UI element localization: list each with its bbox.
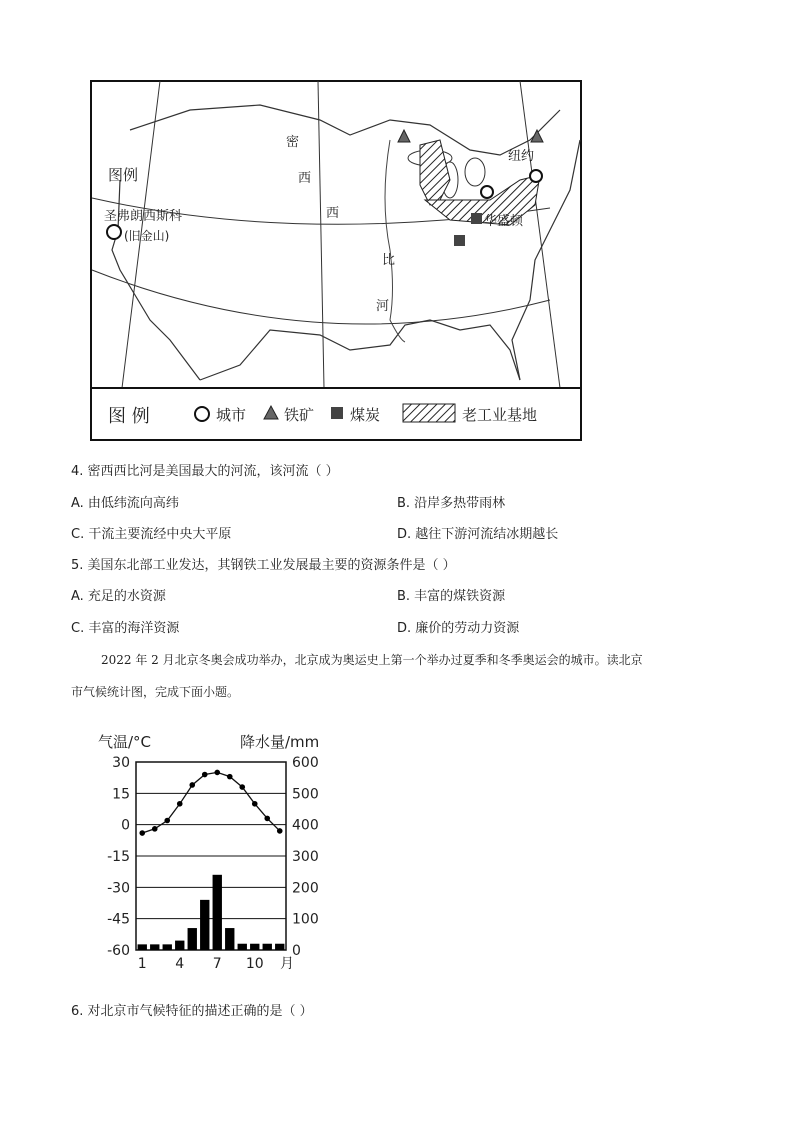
temp-tick-label: -15 — [107, 849, 130, 865]
temp-tick-label: 0 — [121, 817, 130, 834]
passage-line-1: 2022 年 2 月北京冬奥会成功举办，北京成为奥运史上第一个举办过夏季和冬季奥运会的城市。读北京 — [101, 653, 643, 667]
river-label: 西 — [326, 206, 340, 221]
x-unit-label: 月 — [280, 956, 294, 972]
temperature-point — [152, 826, 158, 832]
legend-old-base-label: 老工业基地 — [462, 406, 538, 424]
temperature-point — [164, 818, 170, 824]
question-4-stem: 4. 密西西比河是美国最大的河流，该河流（ ） — [71, 464, 339, 479]
sf-alt-label: (旧金山) — [124, 229, 170, 243]
right-axis-title: 降水量/mm — [240, 733, 320, 751]
legend-coal-label: 煤炭 — [350, 406, 381, 424]
city-dc-icon — [481, 186, 493, 198]
precip-bar — [213, 875, 222, 950]
coal-icon — [454, 235, 465, 246]
precip-bar — [275, 944, 284, 950]
temperature-point — [189, 782, 195, 788]
temperature-point — [252, 801, 258, 807]
coal-icon — [471, 213, 482, 224]
temperature-point — [177, 801, 183, 807]
precip-bar — [225, 928, 234, 950]
temp-tick-label: -45 — [107, 911, 130, 928]
precip-bar — [138, 944, 147, 950]
month-tick-label: 7 — [212, 956, 222, 972]
precip-tick-label: 400 — [292, 817, 319, 834]
city-new-york-icon — [530, 170, 542, 182]
temperature-point — [202, 772, 208, 778]
legend-old-base-icon — [403, 404, 455, 422]
question-5-option-d[interactable]: D. 廉价的劳动力资源 — [397, 621, 520, 636]
beijing-climate-chart — [90, 728, 340, 983]
temperature-point — [264, 816, 270, 822]
inset-legend-label: 图例 — [108, 166, 139, 184]
river-label: 河 — [376, 299, 390, 314]
legend-iron-label: 铁矿 — [284, 406, 315, 424]
precip-tick-label: 100 — [292, 911, 319, 928]
precip-tick-label: 300 — [292, 849, 319, 865]
temperature-point — [277, 828, 283, 834]
new-york-label: 纽约 — [508, 149, 535, 164]
temp-tick-label: 15 — [112, 786, 130, 803]
legend-city-icon — [195, 407, 209, 421]
left-axis-title: 气温/°C — [98, 733, 152, 751]
temperature-point — [214, 770, 220, 776]
question-4-option-c[interactable]: C. 干流主要流经中央大平原 — [71, 527, 232, 542]
river-label: 西 — [298, 171, 312, 186]
temperature-point — [227, 774, 233, 780]
legend-city-label: 城市 — [216, 406, 247, 424]
month-tick-label: 4 — [175, 956, 185, 972]
sf-label: 圣弗朗西斯科 — [104, 209, 183, 224]
precip-tick-label: 500 — [292, 786, 319, 803]
precip-bar — [263, 944, 272, 950]
usa-industry-map — [90, 80, 583, 442]
temperature-point — [139, 830, 145, 836]
river-label: 比 — [382, 253, 396, 268]
temperature-curve — [142, 772, 279, 833]
question-5-stem: 5. 美国东北部工业发达，其钢铁工业发展最主要的资源条件是（ ） — [71, 558, 456, 573]
precip-bar — [238, 944, 247, 950]
precip-bar — [163, 944, 172, 950]
precip-bar — [200, 900, 209, 950]
question-4-option-a[interactable]: A. 由低纬流向高纬 — [71, 496, 179, 511]
temp-tick-label: -60 — [107, 943, 130, 959]
temp-tick-label: -30 — [107, 880, 130, 897]
lake-huron — [465, 158, 485, 186]
precip-tick-label: 0 — [292, 943, 301, 959]
question-4-option-b[interactable]: B. 沿岸多热带雨林 — [397, 496, 506, 511]
legend-title: 图 例 — [108, 406, 150, 427]
dc-label: 华盛顿 — [484, 214, 524, 229]
legend-coal-icon — [331, 407, 343, 419]
precip-bar — [188, 928, 197, 950]
month-tick-label: 10 — [245, 956, 264, 972]
precip-bar — [175, 941, 184, 950]
passage-line-2: 市气候统计图，完成下面小题。 — [71, 685, 240, 699]
temperature-point — [239, 784, 245, 790]
precip-tick-label: 600 — [292, 755, 319, 771]
question-4-option-d[interactable]: D. 越往下游河流结冰期越长 — [397, 527, 559, 542]
question-5-option-a[interactable]: A. 充足的水资源 — [71, 589, 166, 604]
city-san-francisco-icon — [107, 225, 121, 239]
precip-bar — [150, 944, 159, 950]
precip-bar — [250, 944, 259, 950]
question-6-stem: 6. 对北京市气候特征的描述正确的是（ ） — [71, 1004, 313, 1019]
question-5-option-c[interactable]: C. 丰富的海洋资源 — [71, 621, 180, 636]
temp-tick-label: 30 — [112, 755, 130, 771]
river-label: 密 — [286, 135, 300, 150]
question-5-option-b[interactable]: B. 丰富的煤铁资源 — [397, 589, 506, 604]
precip-tick-label: 200 — [292, 880, 319, 897]
month-tick-label: 1 — [137, 956, 147, 972]
